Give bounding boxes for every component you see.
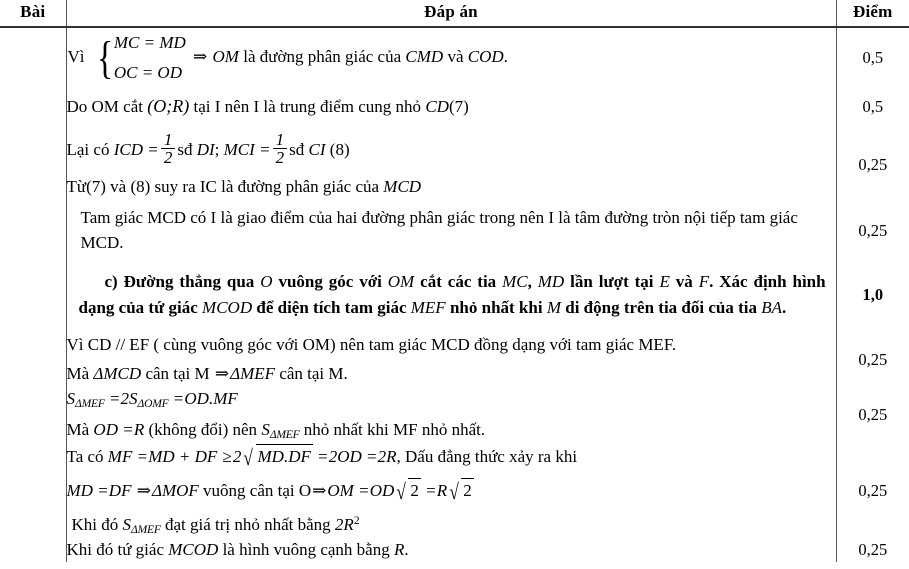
score-row-8 [837, 444, 909, 538]
answer-rows [67, 28, 836, 562]
row3-sd-2: sđ [289, 139, 305, 159]
diem-cell [836, 27, 909, 562]
answer-text-9 [67, 538, 836, 562]
row6-implies: ⇒ [214, 364, 230, 384]
point-m: M [546, 297, 561, 317]
score-value-9: 0,25 [858, 539, 888, 559]
row3-eq-2: = [260, 139, 270, 159]
row5-t1: Đường thẳng qua [123, 272, 255, 291]
row8l2-eq-1: = [98, 481, 108, 501]
score-row-6 [837, 333, 909, 386]
row8-two: 2 [232, 447, 242, 467]
score-value-7: 0,25 [858, 405, 888, 424]
row6-c: cân tại M. [279, 364, 348, 384]
row2-b: tại I nên I là trung điểm cung nhỏ [193, 96, 422, 116]
row8-eq-2: = [318, 447, 328, 467]
row5-t3: cắt các tia [420, 272, 497, 291]
area-smef-sub: ΔMEF [75, 397, 105, 411]
answer-row-5 [67, 256, 836, 333]
row8l2-a: vuông cân tại O [203, 481, 312, 501]
row5-t4: lần lượt tại [570, 272, 654, 291]
triangle-mof: ΔMOF [151, 481, 199, 501]
answer-text-3 [67, 125, 836, 205]
fraction-numerator: 1 [163, 129, 173, 149]
row5-t5: và [675, 272, 693, 291]
row6-a: Mà [66, 364, 90, 384]
row7-c: nhỏ nhất khi MF nhỏ nhất. [303, 419, 486, 439]
ray-md: MD [537, 272, 565, 291]
angle-cod: COD [467, 46, 504, 66]
answer-row-4 [67, 205, 836, 256]
area-s: S [261, 419, 270, 439]
arc-di: DI [196, 139, 215, 159]
radius-r-row8: R [436, 481, 448, 501]
column-header-diem: Điểm [836, 0, 909, 27]
implies-symbol: ⇒ [193, 46, 208, 66]
row3-ref-8: (8) [329, 139, 350, 159]
ray-mc: MC [502, 272, 528, 291]
row7-eq-3: = [123, 419, 133, 439]
score-value-4: 0,25 [858, 220, 888, 240]
triangle-mef: ΔMEF [230, 364, 276, 384]
coefficient-two: 2 [120, 389, 130, 409]
score-value-5: 1,0 [862, 284, 884, 304]
fraction-one-half-2 [273, 131, 288, 167]
row7-line-1 [67, 387, 836, 413]
answer-row-1 [67, 28, 836, 88]
row3-semicolon: ; [214, 139, 220, 159]
row8-line-2 [67, 478, 836, 503]
answer-text-1 [67, 28, 836, 88]
row8-tail: , Dấu đẳng thức xảy ra khi [396, 447, 578, 467]
point-o: O [260, 272, 273, 291]
segment-mf: MF [107, 447, 133, 467]
row3-line-1 [67, 131, 836, 167]
segment-df: DF [108, 481, 132, 501]
score-row-2 [837, 88, 909, 125]
arc-cd: CD [425, 96, 449, 116]
angle-icd: ICD [113, 139, 143, 159]
score-value-3: 0,25 [858, 155, 888, 174]
angle-cmd: CMD [405, 46, 444, 66]
square-root-two-b [447, 478, 474, 503]
system-brace-group [94, 31, 186, 86]
row8l3-b: đạt giá trị nhỏ nhất bằng [164, 514, 331, 534]
row6-line-1: Vì CD // EF ( cùng vuông góc với OM) nên tam giác MCD đồng dạng với tam giác MEF. [66, 335, 677, 354]
product-od-mf: OD.MF [184, 389, 238, 409]
score-row-1 [837, 28, 909, 88]
row3-sd-1: sđ [177, 139, 193, 159]
row9-b: là hình vuông cạnh bằng [222, 540, 390, 560]
answer-text-7 [67, 386, 836, 444]
circle-o-r: (O;R) [147, 95, 190, 116]
radicand-md-df: MD.DF [256, 444, 313, 469]
fraction-one-half-1 [161, 131, 176, 167]
score-value-1: 0,5 [862, 48, 884, 67]
answer-text-8 [67, 444, 836, 538]
row5-t10: . [782, 297, 787, 317]
row7-eq-1: = [109, 389, 120, 409]
triangle-mcd: ΔMCD [93, 364, 142, 384]
row5-t2: vuông góc với [278, 272, 382, 291]
row7-line-2 [67, 418, 836, 444]
row9-a: Khi đó tứ giác [66, 540, 165, 560]
min-value-2r: 2R [334, 514, 354, 534]
row1-mid-text: là đường phân giác của [243, 46, 402, 66]
answer-text-6 [67, 333, 836, 386]
score-row-5 [837, 256, 909, 333]
exponent-two: 2 [353, 513, 360, 527]
row8l2-eq-3: = [426, 481, 436, 501]
area-s-sub-row8: ΔMEF [131, 522, 161, 536]
radical-sign-icon: √ [243, 444, 254, 470]
row3-line-2 [67, 175, 836, 199]
row8-lead: Ta có [66, 447, 104, 467]
triangle-mef-row5: MEF [410, 297, 446, 317]
square-root-two-a [394, 478, 421, 503]
segment-om-row5: OM [387, 272, 415, 291]
row7-eq-2: = [173, 389, 184, 409]
row3-lead: Lại có [66, 139, 110, 159]
row8-geq: ≥ [222, 447, 232, 467]
row5-t8: nhỏ nhất khi [449, 297, 543, 317]
row8-eq-3: = [367, 447, 377, 467]
segment-od-row8: OD [369, 481, 395, 501]
table-body-row [0, 27, 909, 562]
fraction-denominator: 2 [273, 148, 288, 167]
answer-row-6 [67, 333, 836, 386]
equation-mc-md: MC = MD [113, 32, 186, 52]
equation-oc-od: OC = OD [113, 62, 182, 82]
sum-md-df: MD + DF [148, 447, 218, 467]
row5-comma: , [527, 272, 532, 291]
answer-text-2 [67, 88, 836, 125]
row8l2-implies-2: ⇒ [312, 481, 327, 501]
area-somf: S [129, 389, 138, 409]
radical-sign-icon: √ [396, 478, 407, 504]
row5-t9: di động trên tia đối của tia [565, 297, 757, 317]
point-e: E [659, 272, 670, 291]
area-s-sub: ΔMEF [269, 427, 300, 441]
segment-od: OD [93, 419, 118, 439]
radius-r-row9: R [393, 540, 405, 560]
answer-row-3 [67, 125, 836, 205]
row6-b: cân tại M [145, 364, 210, 384]
area-smef: S [66, 389, 75, 409]
fraction-numerator: 1 [275, 129, 285, 149]
answer-text-5 [67, 256, 836, 333]
score-row-4 [837, 205, 909, 256]
row5-t7: để diện tích tam giác [256, 297, 407, 317]
row8-line-3 [67, 513, 836, 539]
radius-r: R [133, 419, 145, 439]
bai-cell [0, 27, 66, 562]
segment-md: MD [66, 481, 93, 501]
score-row-3 [837, 125, 909, 205]
row8-eq-1: = [137, 447, 148, 467]
two-r: 2R [377, 447, 397, 467]
brace-equations [114, 31, 186, 86]
score-rows [837, 28, 909, 561]
score-value-6: 0,25 [858, 349, 888, 369]
angle-mci: MCI [223, 139, 255, 159]
row9-c: . [404, 540, 409, 560]
radicand-two-b: 2 [461, 478, 474, 503]
fraction-denominator: 2 [161, 148, 176, 167]
square-root-md-df [241, 444, 313, 469]
point-f: F [698, 272, 710, 291]
column-header-bai: Bài [0, 0, 66, 27]
row3-eq-1: = [148, 139, 158, 159]
score-row-7 [837, 386, 909, 444]
segment-om: OM [212, 46, 239, 66]
row1-period: . [503, 46, 508, 66]
row8l2-implies-1: ⇒ [136, 481, 151, 501]
answer-row-7 [67, 386, 836, 444]
area-s-row8: S [122, 514, 131, 534]
row5-label: c) [104, 272, 118, 291]
answer-row-2 [67, 88, 836, 125]
answer-row-9 [67, 538, 836, 562]
row1-lead: Vì [67, 46, 85, 66]
row8l2-eq-2: = [359, 481, 369, 501]
segment-om-row8: OM [327, 481, 354, 501]
angle-mcd-row3: MCD [383, 177, 422, 197]
answer-text-4: Tam giác MCD có I là giao điểm của hai đường phân giác trong nên I là tâm đường tròn nội tiếp tam giác MCD. [80, 208, 798, 252]
two-od: 2OD [328, 447, 362, 467]
quadrilateral-mcod: MCOD [202, 297, 253, 317]
quadrilateral-mcod-row9: MCOD [168, 540, 219, 560]
answer-row-8 [67, 444, 836, 538]
row2-a: Do OM cắt [66, 96, 143, 116]
row7-b: (không đổi) nên [148, 419, 258, 439]
radicand-two-a: 2 [408, 478, 421, 503]
row8l3-a: Khi đó [71, 514, 119, 534]
row7-a: Mà [66, 419, 90, 439]
radical-sign-icon: √ [449, 478, 459, 504]
score-row-9 [837, 538, 909, 561]
row1-va: và [447, 46, 464, 66]
arc-ci: CI [308, 139, 326, 159]
row3-line2-text: Từ(7) và (8) suy ra IC là đường phân giác của [66, 177, 380, 197]
area-somf-sub: ΔOMF [137, 397, 169, 411]
row8-line-1 [67, 444, 836, 469]
column-header-dapan: Đáp án [66, 0, 836, 27]
row5-t6: . Xác định hình dạng của tứ giác [78, 272, 826, 317]
score-value-8: 0,25 [858, 481, 888, 500]
ray-ba: BA [761, 297, 783, 317]
dapan-cell [66, 27, 836, 562]
row6-line-2 [67, 362, 836, 386]
score-value-2: 0,5 [862, 96, 884, 116]
left-brace-icon: { [96, 31, 113, 83]
row2-ref: (7) [448, 96, 469, 116]
table-header-row [0, 0, 909, 27]
